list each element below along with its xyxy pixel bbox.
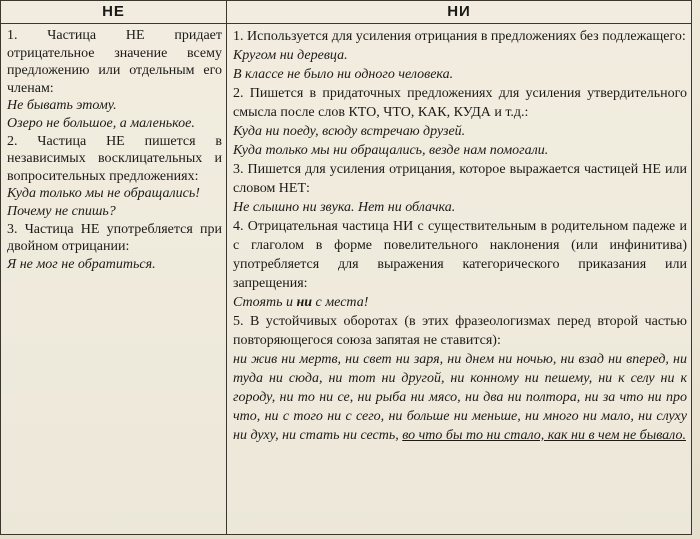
header-row	[1, 1, 692, 24]
ni-item-4-text: 4. Отрицательная частица НИ с существительным в родительном падеже и с глаголом в форме повелительного наклонения (или инфинитива) употребляется для выражения категорического приказания или запрещения:	[233, 219, 687, 291]
ni-item-5-idioms-underlined: во что бы то ни стало, как ни в чем не бывало.	[402, 428, 686, 443]
ne-column	[1, 24, 227, 535]
ni-item-2-text: 2. Пишется в придаточных предложениях для усиления утвердительного смысла после слов КТО, ЧТО, КАК, КУДА и т.д.:	[233, 86, 687, 120]
ne-item-3-text: 3. Частица НЕ употребляется при двойном отрицании:	[7, 221, 222, 255]
ni-item-5-idioms: ни жив ни мертв, ни свет ни заря, ни днем ни ночью, ни взад ни вперед, ни туда ни сюда, ни тот ни другой, ни конному ни пешему, ни к селу ни к городу, ни то ни се, ни рыба ни мясо, ни два ни полтора, ни за что ни про что, ни с того ни с сего, ни больше ни меньше, ни много ни мало, ни слуху ни духу, ни стать ни сесть,	[233, 352, 687, 443]
ni-item-5-text: 5. В устойчивых оборотах (в этих фразеологизмах перед второй частью повторяющегося союза запятая не ставится):	[233, 314, 687, 348]
ne-item-3-example: Я не мог не обратиться.	[7, 256, 156, 272]
ni-column	[227, 24, 692, 535]
header-ne: НЕ	[1, 1, 227, 24]
content-row	[1, 24, 692, 535]
ni-item-2-example-1: Куда ни поеду, всюду встречаю друзей.	[233, 124, 466, 139]
ni-item-1-example-1: Кругом ни деревца.	[233, 48, 348, 63]
ni-item-4-example	[233, 293, 687, 312]
ne-item-1-example-2: Озеро не большое, а маленькое.	[7, 115, 195, 131]
ne-item-2-example: Куда только мы не обращались! Почему не спишь?	[7, 186, 200, 219]
ni-item-3-text: 3. Пишется для усиления отрицания, которое выражается частицей НЕ или словом НЕТ:	[233, 162, 687, 196]
ni-item-4-example-part-2: с места!	[312, 295, 369, 310]
ni-item-3-example: Не слышно ни звука. Нет ни облачка.	[233, 200, 456, 215]
ni-item-2-example-2: Куда только мы ни обращались, везде нам помогали.	[233, 143, 549, 158]
ni-item-1-example-2: В классе не было ни одного человека.	[233, 67, 454, 82]
ne-item-2-text: 2. Частица НЕ пишется в независимых восклицательных и вопросительных предложениях:	[7, 133, 222, 184]
ni-item-1-text: 1. Используется для усиления отрицания в предложениях без подлежащего:	[233, 29, 686, 44]
header-ni: НИ	[227, 1, 692, 24]
ni-item-4-example-bold: ни	[296, 295, 313, 310]
ni-item-4-example-part-1: Стоять и	[233, 295, 297, 310]
ne-item-1-example-1: Не бывать этому.	[7, 98, 117, 114]
ni-item-5-example	[233, 350, 687, 445]
ne-item-1-text: 1. Частица НЕ придает отрицательное значение всему предложению или отдельным его членам:	[7, 28, 222, 96]
